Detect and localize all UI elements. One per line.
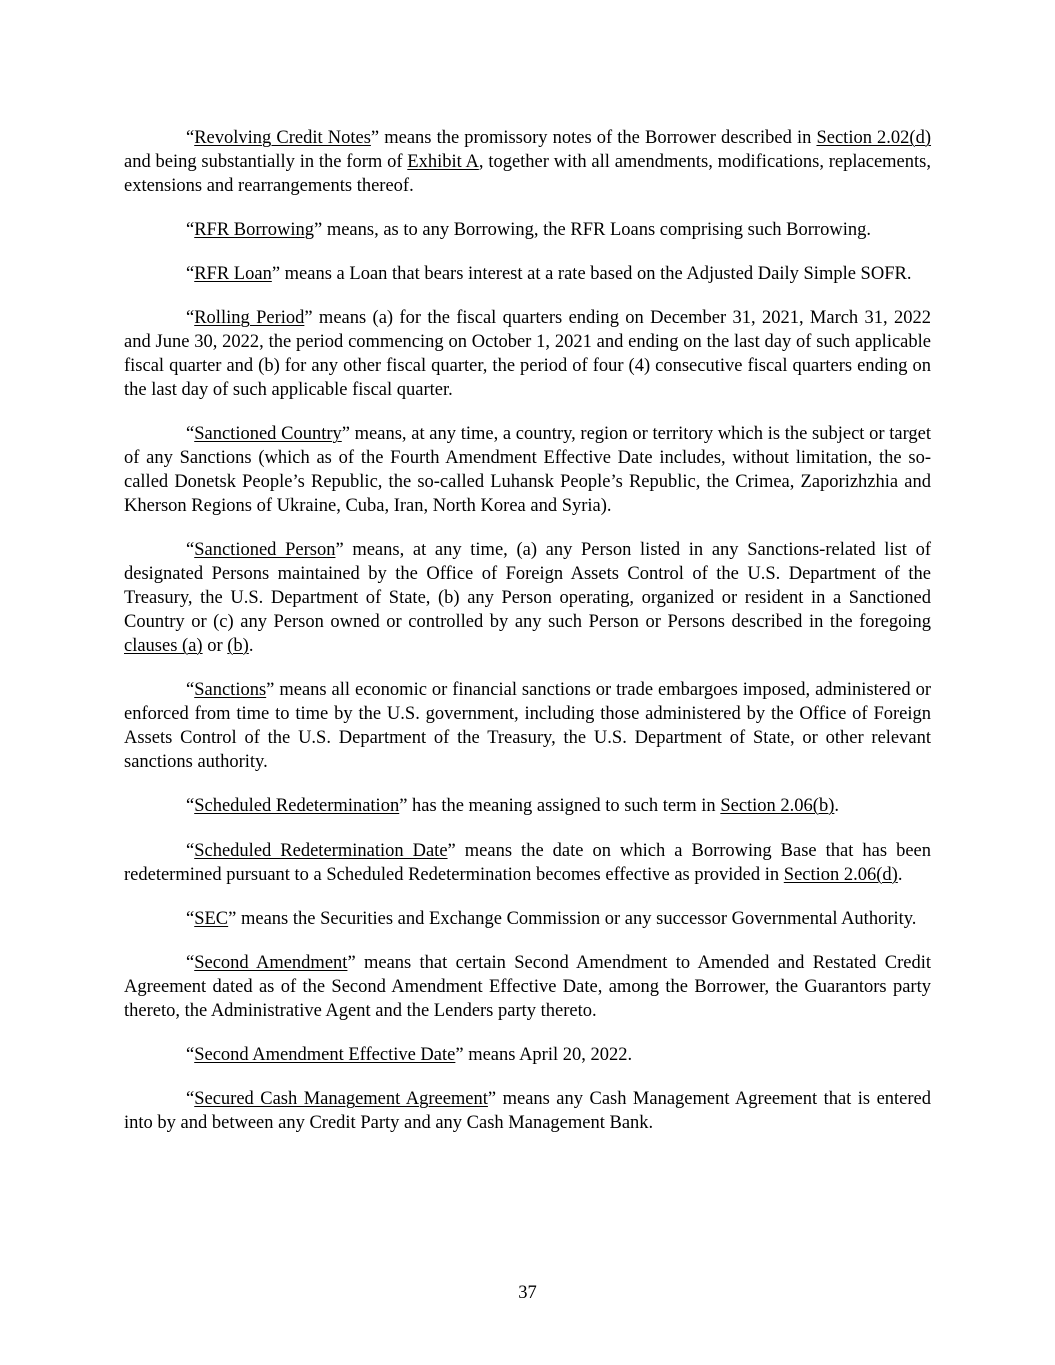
definition-paragraph: “Sanctioned Person” means, at any time, (a) any Person listed in any Sanctions-related list of designated Persons maintained by the Office of Foreign Assets Control of the U.S. Department of the Treasury, the U.S. Department of State, (b) any Person operating, organized or resident in a Sanctioned Country or (c) any Person owned or controlled by any such Person or Persons described in the foregoing clauses (a) or (b). bbox=[124, 540, 932, 656]
defined-term: SEC bbox=[194, 909, 229, 929]
definition-text: and being substantially in the form of bbox=[124, 152, 408, 172]
definition-text: ” means, at any time, (a) any Person listed in any Sanctions-related list of designated Persons maintained by the Office of Foreign Assets Control of the U.S. Department of the Treasury, the U.S. Department of State, (b) any Person operating, organized or resident in a Sanctioned Country or (c) any Person owned or controlled by any such Person or Persons described in the foregoing bbox=[124, 540, 932, 632]
definition-text: ” means (a) for the fiscal quarters ending on December 31, 2021, March 31, 2022 and June 30, 2022, the period commencing on October 1, 2021 and ending on the last day of such applicable fiscal quarter and (b) for any other fiscal quarter, the period of four (4) consecutive fiscal quarters ending on the last day of such applicable fiscal quarter. bbox=[124, 308, 931, 400]
definition-paragraph: “Second Amendment Effective Date” means April 20, 2022. bbox=[186, 1045, 633, 1065]
cross-reference: Section 2.06(b) bbox=[720, 796, 835, 816]
cross-reference: Section 2.02(d) bbox=[816, 128, 932, 148]
definition-paragraph: “Rolling Period” means (a) for the fiscal quarters ending on December 31, 2021, March 31, 2022 and June 30, 2022, the period commencing on October 1, 2021 and ending on the last day of such applicable fiscal quarter and (b) for any other fiscal quarter, the period of four (4) consecutive fiscal quarters ending on the last day of such applicable fiscal quarter. bbox=[124, 308, 931, 400]
definition-paragraph: “SEC” means the Securities and Exchange Commission or any successor Governmental Authority. bbox=[186, 909, 917, 929]
definition-paragraph: “RFR Loan” means a Loan that bears interest at a rate based on the Adjusted Daily Simple SOFR. bbox=[186, 264, 912, 284]
definition-text: ” means, as to any Borrowing, the RFR Loans comprising such Borrowing. bbox=[313, 220, 871, 240]
definition-text: ” means the Securities and Exchange Commission or any successor Governmental Authority. bbox=[228, 909, 917, 929]
definition-paragraph: “Scheduled Redetermination Date” means the date on which a Borrowing Base that has been redetermined pursuant to a Scheduled Redetermination becomes effective as provided in Section 2.06(d). bbox=[124, 841, 931, 885]
definition-text: ” means any Cash Management Agreement that is entered into by and between any Credit Party and any Cash Management Bank. bbox=[124, 1089, 932, 1133]
defined-term: Sanctioned Person bbox=[194, 540, 336, 560]
definitions-list bbox=[124, 126, 931, 1155]
definition-text: ” means April 20, 2022. bbox=[455, 1045, 633, 1065]
defined-term: RFR Loan bbox=[194, 264, 272, 284]
definition-paragraph: “Secured Cash Management Agreement” means any Cash Management Agreement that is entered into by and between any Credit Party and any Cash Management Bank. bbox=[124, 1089, 932, 1133]
definition-paragraph: “RFR Borrowing” means, as to any Borrowing, the RFR Loans comprising such Borrowing. bbox=[186, 220, 871, 240]
defined-term: Scheduled Redetermination bbox=[194, 796, 400, 816]
defined-term: Second Amendment Effective Date bbox=[194, 1045, 456, 1065]
definition-paragraph: “Revolving Credit Notes” means the promissory notes of the Borrower described in Section 2.02(d) and being substantially in the form of Exhibit A, together with all amendments, modifications, replacements, extensions and rearrangements thereof. bbox=[124, 128, 932, 196]
cross-reference: (b) bbox=[227, 636, 249, 656]
definition-text: . bbox=[897, 865, 903, 885]
defined-term: RFR Borrowing bbox=[194, 220, 314, 240]
cross-reference: clauses (a) bbox=[124, 636, 203, 656]
definition-text: ” means all economic or financial sanctions or trade embargoes imposed, administered or enforced from time to time by the U.S. government, including those administered by the Office of Foreign Assets Control of the U.S. Department of the Treasury, the U.S. Department of State, or other relevant sanctions authority. bbox=[124, 680, 931, 772]
definition-text: , together with all amendments, modifications, replacements, extensions and rearrangements thereof. bbox=[124, 152, 931, 196]
definition-paragraph: “Second Amendment” means that certain Second Amendment to Amended and Restated Credit Agreement dated as of the Second Amendment Effective Date, among the Borrower, the Guarantors party thereto, the Administrative Agent and the Lenders party thereto. bbox=[124, 953, 931, 1021]
definition-text: ” has the meaning assigned to such term in bbox=[399, 796, 721, 816]
cross-reference: Exhibit A bbox=[407, 152, 479, 172]
definition-text: ” means the promissory notes of the Borrower described in bbox=[370, 128, 817, 148]
definition-text: . bbox=[834, 796, 839, 816]
defined-term: Scheduled Redetermination Date bbox=[194, 841, 448, 861]
definition-text: or bbox=[202, 636, 228, 656]
defined-term: Secured Cash Management Agreement bbox=[194, 1089, 488, 1109]
defined-term: Sanctioned Country bbox=[194, 424, 342, 444]
definition-text: ” means a Loan that bears interest at a rate based on the Adjusted Daily Simple SOFR. bbox=[271, 264, 912, 284]
definition-paragraph: “Sanctioned Country” means, at any time, a country, region or territory which is the subject or target of any Sanctions (which as of the Fourth Amendment Effective Date includes, without limitation, the so-called Donetsk People’s Republic, the so-called Luhansk People’s Republic, the Crimea, Zaporizhzhia and Kherson Regions of Ukraine, Cuba, Iran, North Korea and Syria). bbox=[124, 424, 932, 516]
definition-paragraph: “Sanctions” means all economic or financial sanctions or trade embargoes imposed, administered or enforced from time to time by the U.S. government, including those administered by the Office of Foreign Assets Control of the U.S. Department of the Treasury, the U.S. Department of State, or other relevant sanctions authority. bbox=[124, 680, 931, 772]
definition-paragraph: “Scheduled Redetermination” has the meaning assigned to such term in Section 2.06(b). bbox=[186, 796, 839, 816]
definition-text: ” means, at any time, a country, region or territory which is the subject or target of any Sanctions (which as of the Fourth Amendment Effective Date includes, without limitation, the so-called Donetsk People’s Republic, the so-called Luhansk People’s Republic, the Crimea, Zaporizhzhia and Kherson Regions of Ukraine, Cuba, Iran, North Korea and Syria). bbox=[124, 424, 932, 516]
cross-reference: Section 2.06(d) bbox=[783, 865, 898, 885]
defined-term: Rolling Period bbox=[194, 308, 305, 328]
page-number: 37 bbox=[518, 1283, 537, 1303]
definition-text: . bbox=[248, 636, 254, 656]
defined-term: Second Amendment bbox=[194, 953, 348, 973]
definition-text: ” means that certain Second Amendment to Amended and Restated Credit Agreement dated as of the Second Amendment Effective Date, among the Borrower, the Guarantors party thereto, the Administrative Agent and the Lenders party thereto. bbox=[124, 953, 931, 1021]
defined-term: Sanctions bbox=[194, 680, 267, 700]
defined-term: Revolving Credit Notes bbox=[194, 128, 371, 148]
definition-text: ” means the date on which a Borrowing Base that has been redetermined pursuant to a Scheduled Redetermination becomes effective as provided in bbox=[124, 841, 931, 885]
